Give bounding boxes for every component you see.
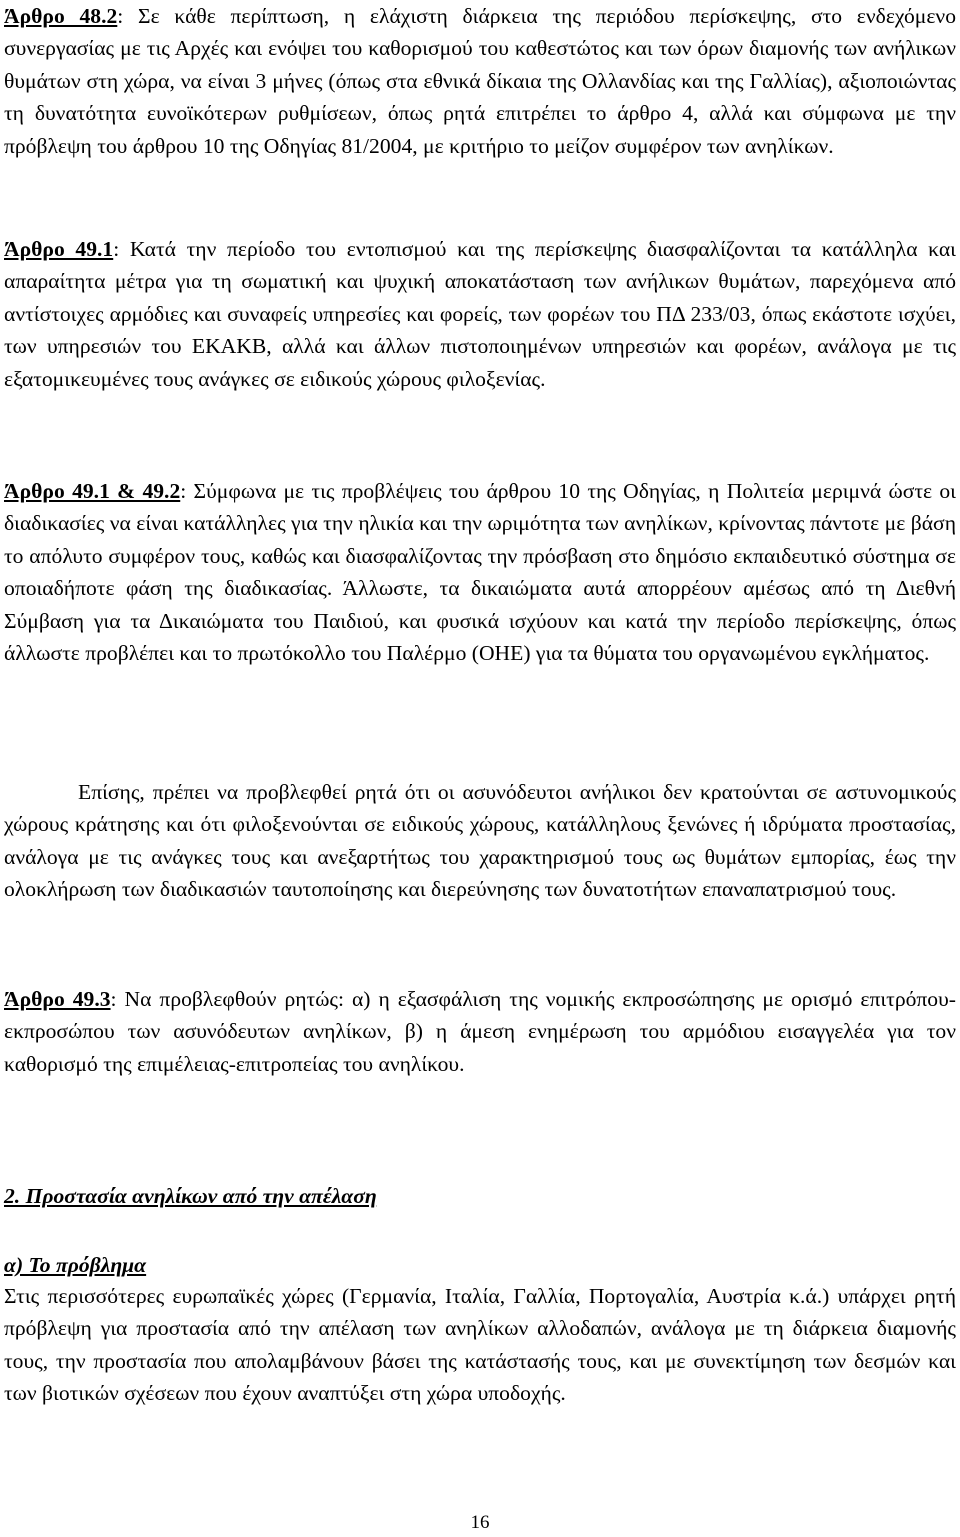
article-49-1-paragraph bbox=[4, 233, 956, 395]
problem-paragraph: Στις περισσότερες ευρωπαϊκές χώρες (Γερμανία, Ιταλία, Γαλλία, Πορτογαλία, Αυστρία κ.ά.) υπάρχει ρητή πρόβλεψη για προστασία από την απέλαση των ανηλίκων αλλοδαπών, ανάλογα με τη διάρκεια διαμονής τους, την προστασία που απολαμβάνουν βάσει της κατάστασής τους, και με συνεκτίμηση των δεσμών και των βιοτικών σχέσεων που έχουν αναπτύξει στη χώρα υποδοχής. bbox=[4, 1284, 956, 1406]
subsection-heading: α) Το πρόβλημα bbox=[4, 1253, 147, 1277]
section-heading: 2. Προστασία ανηλίκων από την απέλαση bbox=[4, 1184, 377, 1208]
page-number: 16 bbox=[470, 1512, 490, 1533]
article-49-3-paragraph bbox=[4, 983, 956, 1080]
article-ref: Άρθρο 48.2 bbox=[4, 4, 118, 28]
article-49-1-49-2-paragraph bbox=[4, 475, 956, 669]
article-text: : Σε κάθε περίπτωση, η ελάχιστη διάρκεια της περιόδου περίσκεψης, στο ενδεχόμενο συνεργασίας με τις Αρχές και ενόψει του καθορισμού του καθεστώτος και των όρων διαμονής των ανήλικων θυμάτων στη χώρα, να είναι 3 μήνες (όπως στα εθνικά δίκαια της Ολλανδίας και της Γαλλίας), αξιοποιώντας τη δυνατότητα ευνοϊκότερων ρυθμίσεων, όπως ρητά επιτρέπει το άρθρο 4, αλλά και σύμφωνα με την πρόβλεψη του άρθρου 10 της Οδηγίας 81/2004, με κριτήριο το μείζον συμφέρον των ανηλίκων. bbox=[4, 4, 956, 158]
article-text: : Κατά την περίοδο του εντοπισμού και της περίσκεψης διασφαλίζονται τα κατάλληλα και απαραίτητα μέτρα για τη σωματική και ψυχική αποκατάσταση των ανήλικων θυμάτων, παρεχόμενα από αντίστοιχες αρμόδιες και συναφείς υπηρεσίες και φορείς, των φορέων του ΠΔ 233/03, όπως εκάστοτε ισχύει, των υπηρεσιών του ΕΚΑΚΒ, αλλά και άλλων πιστοποιημένων υπηρεσιών και φορέων, ανάλογα με τις εξατομικευμένες τους ανάγκες σε ειδικούς χώρους φιλοξενίας. bbox=[4, 237, 956, 391]
article-text: : Να προβλεφθούν ρητώς: α) η εξασφάλιση της νομικής εκπροσώπησης με ορισμό επιτρόπου-εκπροσώπου των ασυνόδευτων ανηλίκων, β) η άμεση ενημέρωση του αρμόδιου εισαγγελέα για τον καθορισμό της επιμέλειας-επιτροπείας του ανηλίκου. bbox=[4, 987, 956, 1076]
article-ref: Άρθρο 49.1 bbox=[4, 237, 114, 261]
also-paragraph: Επίσης, πρέπει να προβλεφθεί ρητά ότι οι ασυνόδευτοι ανήλικοι δεν κρατούνται σε αστυνομικούς χώρους κράτησης και ότι φιλοξενούνται σε ειδικούς χώρους, κατάλληλους ξενώνες ή ιδρύματα προστασίας, ανάλογα με τις ανάγκες τους και ανεξαρτήτως του χαρακτηρισμού τους ως θυμάτων εμπορίας, έως την ολοκλήρωση των διαδικασιών ταυτοποίησης και διερεύνησης των δυνατοτήτων επαναπατρισμού τους. bbox=[4, 780, 956, 902]
article-text: : Σύμφωνα με τις προβλέψεις του άρθρου 10 της Οδηγίας, η Πολιτεία μεριμνά ώστε οι διαδικασίες να είναι κατάλληλες για την ηλικία και την ωριμότητα των ανηλίκων, κρίνοντας πάντοτε με βάση το απόλυτο συμφέρον τους, καθώς και διασφαλίζοντας την πρόσβαση στο δημόσιο εκπαιδευτικό σύστημα σε οποιαδήποτε φάση της διαδικασίας. Άλλωστε, τα δικαιώματα αυτά απορρέουν αμέσως από τη Διεθνή Σύμβαση για τα Δικαιώματα του Παιδιού, και φυσικά ισχύουν και κατά την περίοδο περίσκεψης, όπως άλλωστε προβλέπει και το πρωτόκολλο του Παλέρμο (ΟΗΕ) για τα θύματα του οργανωμένου εγκλήματος. bbox=[4, 479, 956, 666]
article-48-2-paragraph bbox=[4, 0, 956, 162]
article-ref: Άρθρο 49.3 bbox=[4, 987, 111, 1011]
article-ref: Άρθρο 49.1 & 49.2 bbox=[4, 479, 181, 503]
